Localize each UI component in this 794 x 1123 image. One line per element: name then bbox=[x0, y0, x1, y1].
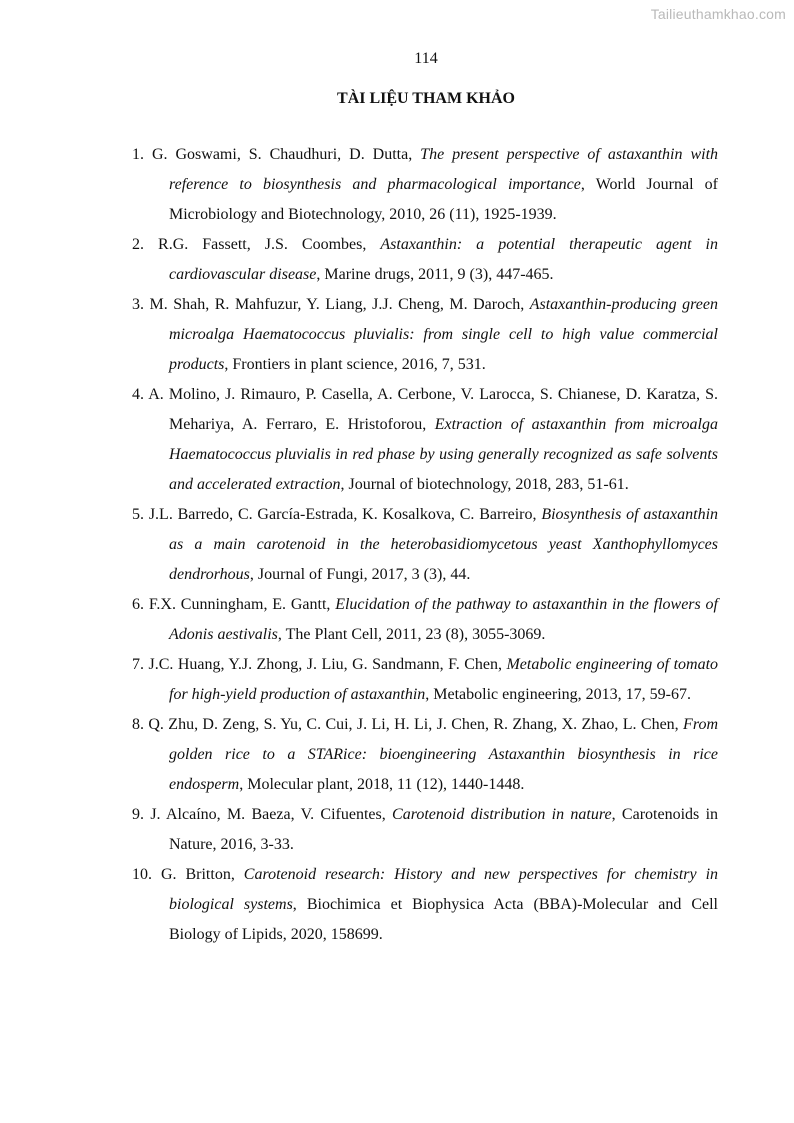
reference-number: 1. bbox=[132, 146, 152, 163]
reference-source: , The Plant Cell, 2011, 23 (8), 3055-3069. bbox=[277, 626, 546, 643]
reference-title: Metabolic engineering of tomato for high-yield production of astaxanthin bbox=[169, 656, 719, 703]
reference-item bbox=[132, 140, 718, 230]
reference-item bbox=[132, 380, 718, 500]
reference-item bbox=[132, 800, 718, 860]
reference-number: 10. bbox=[132, 866, 161, 883]
watermark: Tailieuthamkhao.com bbox=[650, 6, 786, 22]
reference-title: Biosynthesis of astaxanthin as a main carotenoid in the heterobasidiomycetous yeast Xanthophyllomyces dendrorhous bbox=[169, 506, 719, 583]
reference-number: 8. bbox=[132, 716, 149, 733]
page-number: 114 bbox=[414, 50, 438, 67]
reference-title: Astaxanthin: a potential therapeutic agent in cardiovascular disease bbox=[169, 236, 718, 283]
reference-authors: G. Goswami, S. Chaudhuri, D. Dutta, bbox=[151, 146, 421, 163]
reference-title: Extraction of astaxanthin from microalga Haematococcus pluvialis in red phase by using generally recognized as safe solvents and accelerated extraction bbox=[169, 416, 718, 493]
reference-number: 2. bbox=[132, 236, 159, 253]
reference-authors: F.X. Cunningham, E. Gantt, bbox=[148, 596, 336, 613]
reference-number: 4. bbox=[132, 386, 149, 403]
reference-authors: Q. Zhu, D. Zeng, S. Yu, C. Cui, J. Li, H. Li, J. Chen, R. Zhang, X. Zhao, L. Chen, bbox=[148, 716, 684, 733]
reference-number: 3. bbox=[132, 296, 150, 313]
reference-number: 9. bbox=[132, 806, 151, 823]
reference-item bbox=[132, 650, 718, 710]
reference-item bbox=[132, 500, 718, 590]
reference-authors: G. Britton, bbox=[160, 866, 244, 883]
reference-item bbox=[132, 290, 718, 380]
reference-source: , Journal of Fungi, 2017, 3 (3), 44. bbox=[249, 566, 471, 583]
reference-number: 5. bbox=[132, 506, 149, 523]
reference-title: Astaxanthin-producing green microalga Haematococcus pluvialis: from single cell to high value commercial products bbox=[169, 296, 719, 373]
reference-authors: J. Alcaíno, M. Baeza, V. Cifuentes, bbox=[150, 806, 393, 823]
reference-number: 6. bbox=[132, 596, 149, 613]
reference-title: Carotenoid research: History and new perspectives for chemistry in biological systems bbox=[169, 866, 719, 913]
reference-authors: R.G. Fassett, J.S. Coombes, bbox=[158, 236, 381, 253]
reference-title: Elucidation of the pathway to astaxanthin in the flowers of Adonis aestivalis bbox=[169, 596, 719, 643]
reference-title: The present perspective of astaxanthin with reference to biosynthesis and pharmacological importance bbox=[169, 146, 719, 193]
reference-source: , Journal of biotechnology, 2018, 283, 51-61. bbox=[340, 476, 629, 493]
reference-source: , Biochimica et Biophysica Acta (BBA)-Molecular and Cell Biology of Lipids, 2020, 158699. bbox=[169, 896, 719, 943]
reference-source: , Molecular plant, 2018, 11 (12), 1440-1448. bbox=[239, 776, 525, 793]
reference-title: Carotenoid distribution in nature bbox=[392, 806, 612, 823]
reference-item bbox=[132, 860, 718, 950]
reference-source: , Carotenoids in Nature, 2016, 3-33. bbox=[169, 806, 719, 853]
reference-authors: A. Molino, J. Rimauro, P. Casella, A. Cerbone, V. Larocca, S. Chianese, D. Karatza, S. Mehariya, A. Ferraro, E. Hristoforou, bbox=[148, 386, 718, 433]
reference-item bbox=[132, 590, 718, 650]
reference-source: , Frontiers in plant science, 2016, 7, 531. bbox=[224, 356, 486, 373]
reference-item bbox=[132, 710, 718, 800]
reference-number: 7. bbox=[132, 656, 149, 673]
reference-item bbox=[132, 230, 718, 290]
reference-list bbox=[132, 140, 718, 950]
reference-title: From golden rice to a STARice: bioengineering Astaxanthin biosynthesis in rice endosperm bbox=[169, 716, 719, 793]
page-title: TÀI LIỆU THAM KHẢO bbox=[337, 90, 515, 107]
reference-source: , Metabolic engineering, 2013, 17, 59-67. bbox=[425, 686, 691, 703]
reference-authors: M. Shah, R. Mahfuzur, Y. Liang, J.J. Cheng, M. Daroch, bbox=[149, 296, 530, 313]
reference-source: , Marine drugs, 2011, 9 (3), 447-465. bbox=[316, 266, 554, 283]
reference-authors: J.L. Barredo, C. García-Estrada, K. Kosalkova, C. Barreiro, bbox=[148, 506, 542, 523]
reference-authors: J.C. Huang, Y.J. Zhong, J. Liu, G. Sandmann, F. Chen, bbox=[148, 656, 507, 673]
reference-source: , World Journal of Microbiology and Biotechnology, 2010, 26 (11), 1925-1939. bbox=[169, 176, 719, 223]
